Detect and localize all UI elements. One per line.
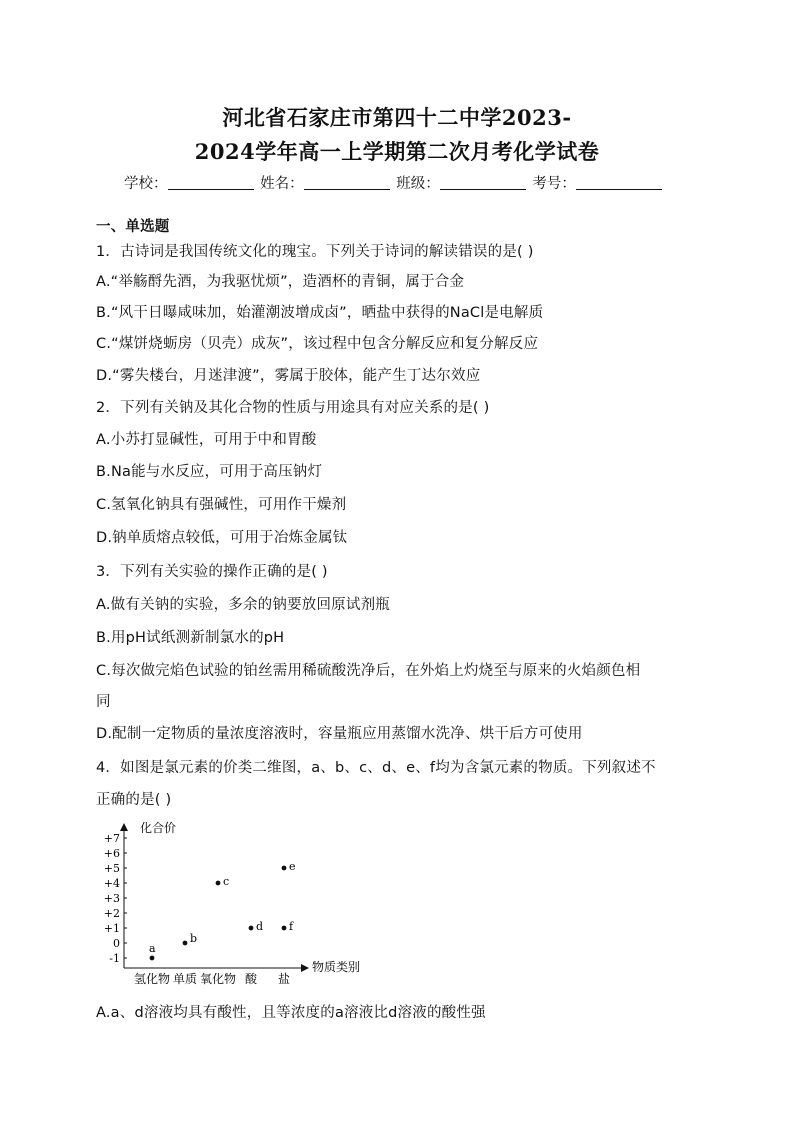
q4-stem-line2: 正确的是( )	[96, 792, 172, 808]
q2-stem: 2．下列有关钠及其化合物的性质与用途具有对应关系的是( )	[96, 400, 490, 416]
point-b	[183, 941, 188, 946]
x-axis-label: 物质类别	[312, 960, 361, 974]
y-tick-label: +5	[103, 862, 120, 875]
q1-option-a: A.“举觞酹先酒，为我驱忧烦”，造酒杯的青铜，属于合金	[96, 274, 465, 290]
point-label-d: d	[256, 920, 264, 933]
point-label-b: b	[190, 932, 198, 945]
q3-option-c-line1: C.每次做完焰色试验的铂丝需用稀硫酸洗净后，在外焰上灼烧至与原来的火焰颜色相	[96, 663, 641, 679]
y-tick-label: +6	[103, 847, 120, 860]
q2-option-b: B.Na能与水反应，可用于高压钠灯	[96, 464, 323, 480]
school-label: 学校：	[124, 176, 168, 192]
point-label-c: c	[223, 875, 230, 888]
x-tick-label: 氢化物	[133, 972, 171, 986]
section-title: 一、单选题	[96, 219, 170, 235]
x-tick-label: 氧化物	[199, 972, 237, 986]
y-tick-label: +3	[103, 892, 120, 905]
q1-stem: 1．古诗词是我国传统文化的瑰宝。下列关于诗词的解读错误的是( )	[96, 244, 534, 260]
title-line-1: 河北省石家庄市第四十二中学2023-	[222, 105, 572, 130]
q3-option-b: B.用pH试纸测新制氯水的pH	[96, 630, 285, 646]
title-line-2: 2024学年高一上学期第二次月考化学试卷	[194, 139, 600, 164]
number-label: 考号：	[532, 176, 576, 192]
name-blank[interactable]	[304, 175, 390, 190]
student-info-row	[124, 172, 664, 193]
data-points	[149, 860, 296, 960]
q1-option-d: D.“雾失楼台，月迷津渡”，雾属于胶体，能产生丁达尔效应	[96, 368, 481, 384]
point-f	[282, 926, 287, 931]
class-blank[interactable]	[440, 175, 526, 190]
q4-option-a: A.a、d溶液均具有酸性，且等浓度的a溶液比d溶液的酸性强	[96, 1005, 486, 1021]
y-tick-label: -1	[109, 952, 120, 965]
y-tick-label: +4	[103, 877, 120, 890]
x-ticks	[134, 971, 290, 986]
point-e	[282, 866, 287, 871]
point-d	[249, 926, 254, 931]
point-c	[216, 881, 221, 886]
y-tick-label: 0	[113, 937, 120, 950]
q2-option-c: C.氢氧化钠具有强碱性，可用作干燥剂	[96, 497, 347, 513]
point-label-e: e	[289, 860, 296, 873]
point-label-a: a	[149, 942, 156, 955]
q4-stem-line1: 4．如图是氯元素的价类二维图，a、b、c、d、e、f均为含氯元素的物质。下列叙述不	[96, 760, 656, 776]
y-tick-label: +1	[103, 922, 120, 935]
q3-option-c-line2: 同	[96, 694, 111, 710]
class-label: 班级：	[396, 176, 440, 192]
q1-option-c: C.“煤饼烧蛎房（贝壳）成灰”，该过程中包含分解反应和复分解反应	[96, 336, 539, 352]
q2-option-a: A.小苏打显碱性，可用于中和胃酸	[96, 432, 317, 448]
q2-option-d: D.钠单质熔点较低，可用于冶炼金属钛	[96, 530, 348, 546]
q3-option-a: A.做有关钠的实验，多余的钠要放回原试剂瓶	[96, 597, 390, 613]
x-tick-label: 单质	[172, 972, 198, 986]
x-tick-label: 盐	[277, 972, 291, 986]
y-axis-label: 化合价	[140, 821, 177, 835]
valence-class-chart	[96, 818, 376, 988]
school-blank[interactable]	[168, 175, 254, 190]
q3-option-d: D.配制一定物质的量浓度溶液时，容量瓶应用蒸馏水洗净、烘干后方可使用	[96, 726, 583, 742]
number-blank[interactable]	[576, 175, 662, 190]
q3-stem: 3．下列有关实验的操作正确的是( )	[96, 564, 328, 580]
point-label-f: f	[289, 920, 294, 933]
y-tick-label: +2	[103, 907, 120, 920]
point-a	[150, 956, 155, 961]
x-tick-label: 酸	[244, 972, 258, 986]
q1-option-b: B.“风干日曝咸味加，始灌潮波增成卤”，晒盐中获得的NaCl是电解质	[96, 305, 544, 321]
name-label: 姓名：	[260, 176, 304, 192]
y-tick-label: +7	[103, 832, 120, 845]
